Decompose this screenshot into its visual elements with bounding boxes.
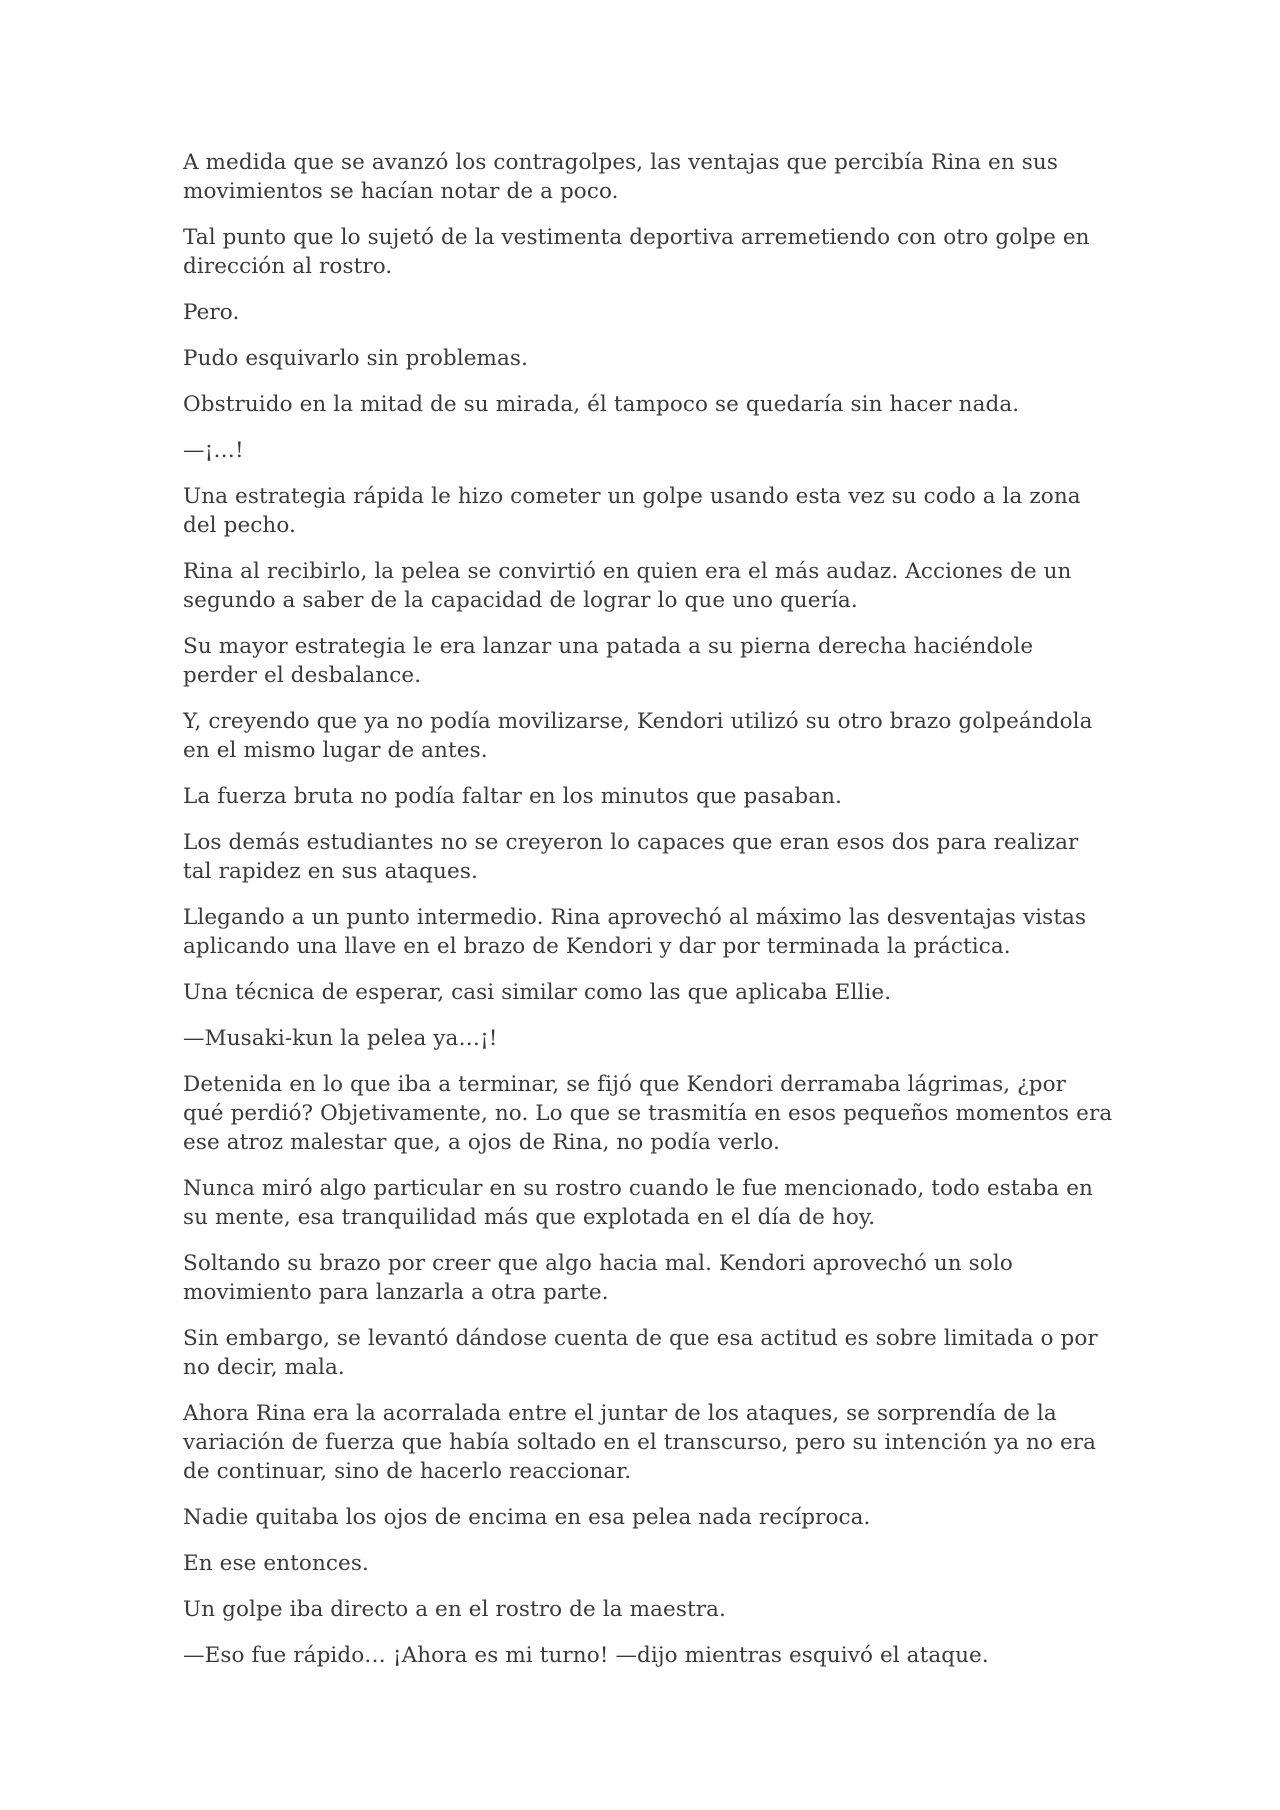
- paragraph: Tal punto que lo sujetó de la vestimenta deportiva arremetiendo con otro golpe en dirección al rostro.: [183, 225, 1090, 279]
- paragraph: Una estrategia rápida le hizo cometer un golpe usando esta vez su codo a la zona del pecho.: [183, 484, 1081, 538]
- paragraph: Nunca miró algo particular en su rostro cuando le fue mencionado, todo estaba en su mente, esa tranquilidad más que explotada en el día de hoy.: [183, 1176, 1093, 1230]
- paragraph: Pudo esquivarlo sin problemas.: [183, 346, 529, 371]
- paragraph: Un golpe iba directo a en el rostro de la maestra.: [183, 1597, 726, 1622]
- paragraph: Su mayor estrategia le era lanzar una patada a su pierna derecha haciéndole perder el desbalance.: [183, 634, 1034, 688]
- paragraph: Una técnica de esperar, casi similar como las que aplicaba Ellie.: [183, 980, 892, 1005]
- paragraph: Nadie quitaba los ojos de encima en esa pelea nada recíproca.: [183, 1505, 871, 1530]
- paragraph: Y, creyendo que ya no podía movilizarse, Kendori utilizó su otro brazo golpeándola en el mismo lugar de antes.: [183, 709, 1093, 763]
- paragraph: Ahora Rina era la acorralada entre el juntar de los ataques, se sorprendía de la variación de fuerza que había soltado en el transcurso, pero su intención ya no era de continuar, sino de hacerlo reaccionar.: [183, 1401, 1097, 1484]
- paragraph: En ese entonces.: [183, 1551, 369, 1576]
- paragraph: Llegando a un punto intermedio. Rina aprovechó al máximo las desventajas vistas aplicando una llave en el brazo de Kendori y dar por terminada la práctica.: [183, 905, 1087, 959]
- paragraph: Los demás estudiantes no se creyeron lo capaces que eran esos dos para realizar tal rapidez en sus ataques.: [183, 830, 1079, 884]
- paragraph: Soltando su brazo por creer que algo hacia mal. Kendori aprovechó un solo movimiento para lanzarla a otra parte.: [183, 1251, 1013, 1305]
- paragraph: Detenida en lo que iba a terminar, se fijó que Kendori derramaba lágrimas, ¿por qué perdió? Objetivamente, no. Lo que se trasmitía en esos pequeños momentos era ese atroz malestar que, a ojos de Rina, no podía verlo.: [183, 1072, 1113, 1155]
- paragraph: —Musaki-kun la pelea ya…¡!: [183, 1026, 498, 1051]
- body-text: [183, 148, 1113, 1687]
- paragraph: A medida que se avanzó los contragolpes, las ventajas que percibía Rina en sus movimientos se hacían notar de a poco.: [183, 150, 1058, 204]
- paragraph: —¡…!: [183, 438, 244, 463]
- paragraph: Pero.: [183, 300, 240, 325]
- paragraph: Rina al recibirlo, la pelea se convirtió en quien era el más audaz. Acciones de un segundo a saber de la capacidad de lograr lo que uno quería.: [183, 559, 1072, 613]
- paragraph: Obstruido en la mitad de su mirada, él tampoco se quedaría sin hacer nada.: [183, 392, 1020, 417]
- paragraph: —Eso fue rápido… ¡Ahora es mi turno! —dijo mientras esquivó el ataque.: [183, 1643, 989, 1668]
- paragraph: Sin embargo, se levantó dándose cuenta de que esa actitud es sobre limitada o por no decir, mala.: [183, 1326, 1098, 1380]
- paragraph: La fuerza bruta no podía faltar en los minutos que pasaban.: [183, 784, 843, 809]
